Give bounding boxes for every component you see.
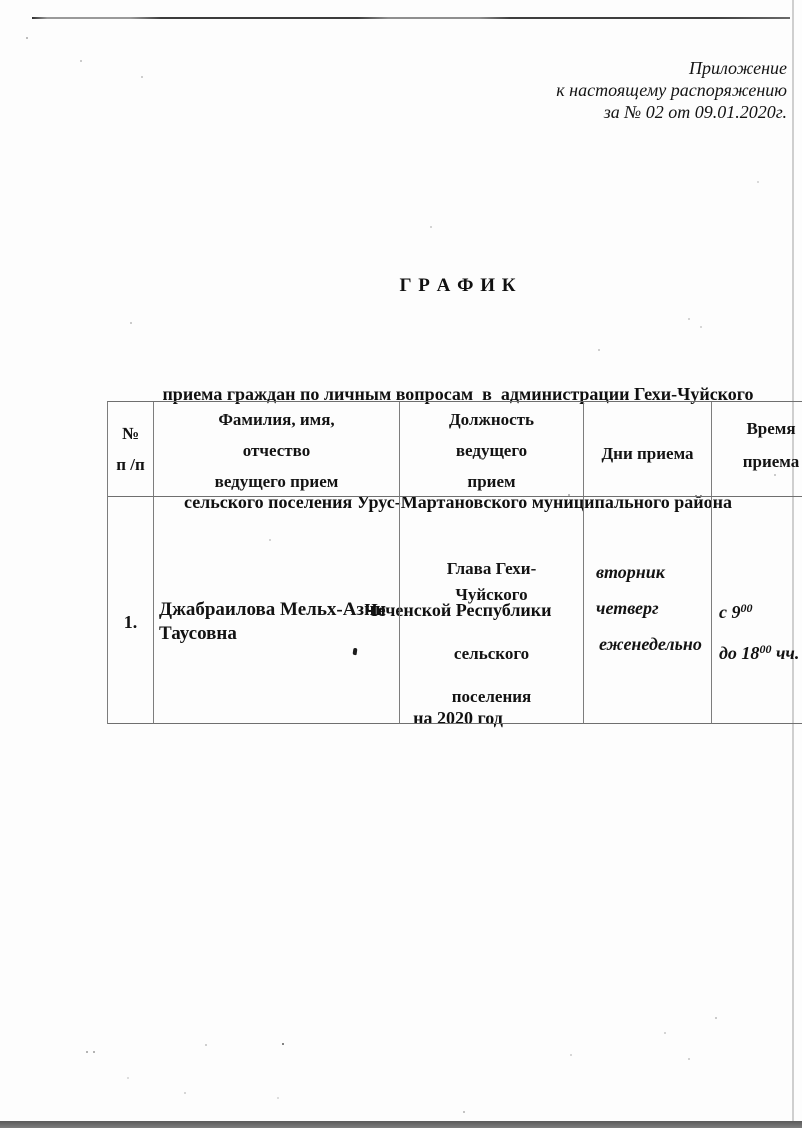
reception-time-to	[719, 630, 802, 671]
reception-time-from	[719, 589, 802, 630]
header-line: п /п	[116, 455, 145, 474]
header-cell-position	[400, 402, 584, 497]
time-to-suffix: чч.	[771, 643, 800, 663]
header-line: Фамилия, имя,	[218, 410, 335, 429]
header-line: №	[121, 424, 140, 443]
position-line: Глава Гехи-	[446, 559, 537, 578]
header-line: ведущего	[455, 441, 528, 460]
document-title-line-4: Чеченской Республики	[364, 600, 552, 620]
time-from-superscript: 00	[740, 601, 753, 615]
document-title-heading: Г Р А Ф И К	[399, 275, 517, 296]
position-line: поселения	[451, 687, 532, 706]
header-line: отчество	[242, 441, 311, 460]
header-line: ведущего прием	[214, 472, 339, 491]
reception-day-line: еженедельно	[599, 634, 702, 654]
document-title-line-3: сельского поселения Урус-Мартановского муниципального района	[183, 492, 732, 512]
header-line: Дни приема	[601, 443, 694, 463]
row-number-cell	[108, 497, 154, 724]
appendix-line-3: за № 02 от 09.01.2020г.	[603, 102, 787, 122]
time-to-text: до 18	[719, 643, 760, 663]
document-title-line-5: на 2020 год	[413, 708, 503, 728]
full-name-line: Таусовна	[159, 623, 237, 644]
header-cell-full-name	[154, 402, 400, 497]
reception-days-cell	[584, 497, 712, 724]
header-line: Должность	[448, 410, 535, 429]
time-to-superscript: 00	[759, 642, 772, 656]
reception-time-cell	[712, 497, 802, 724]
position-line: сельского	[453, 644, 530, 663]
full-name-cell	[154, 497, 400, 724]
header-cell-row-number	[108, 402, 154, 497]
header-cell-reception-days	[584, 402, 712, 497]
full-name-line: Джабраилова Мельх-Азни	[159, 599, 386, 620]
reception-day-line: вторник	[596, 562, 665, 582]
appendix-line-2: к настоящему распоряжению	[556, 80, 787, 100]
header-cell-reception-time	[712, 402, 802, 497]
reception-day-line: четверг	[596, 598, 659, 618]
header-line: Время	[746, 419, 796, 438]
appendix-line-1: Приложение	[688, 58, 787, 78]
header-line: приема	[742, 452, 800, 471]
position-cell	[400, 497, 584, 724]
scan-edge-line-top	[32, 17, 790, 19]
scan-edge-bar-bottom	[0, 1121, 802, 1128]
row-number: 1.	[123, 612, 138, 632]
scan-speckles	[0, 0, 2, 2]
reception-schedule-table	[107, 401, 802, 724]
time-from-text: с 9	[719, 602, 741, 622]
header-line: прием	[467, 472, 516, 491]
document-title-line-2: приема граждан по личным вопросам в администрации Гехи-Чуйского	[162, 384, 754, 404]
position-line: Чуйского	[455, 585, 528, 604]
appendix-block	[556, 57, 787, 123]
